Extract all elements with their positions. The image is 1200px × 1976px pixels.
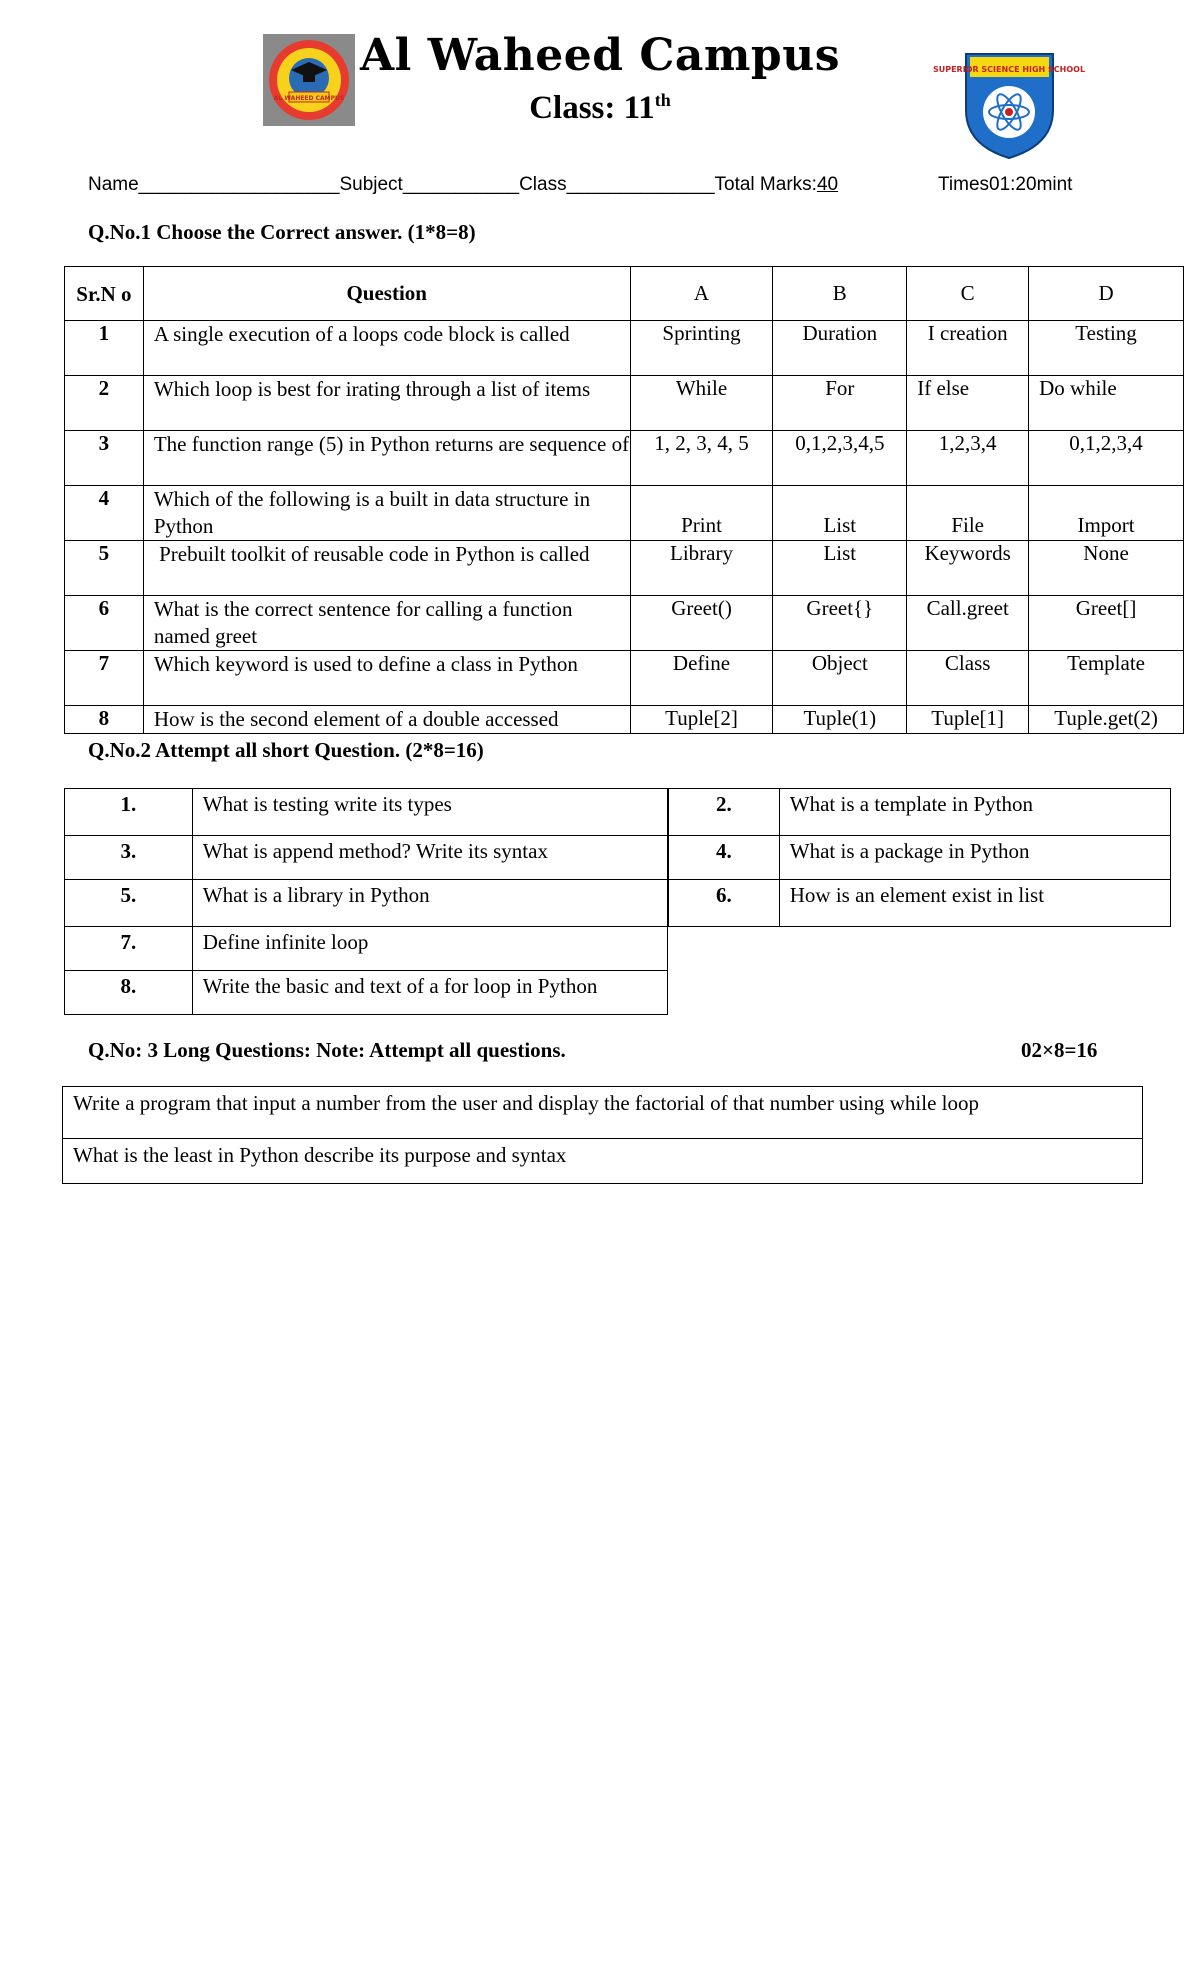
option-d: Tuple.get(2) — [1029, 706, 1184, 734]
header-c: C — [907, 267, 1029, 321]
item-text: Define infinite loop — [192, 927, 667, 971]
question-text: Which loop is best for irating through a list of items — [143, 376, 630, 431]
row-number: 7 — [65, 651, 144, 706]
student-info-line — [88, 174, 838, 196]
list-item — [63, 1139, 1143, 1184]
header-d: D — [1029, 267, 1184, 321]
table-row — [65, 541, 1184, 596]
option-b: 0,1,2,3,4,5 — [773, 431, 907, 486]
name-field: Name___________________ — [88, 174, 340, 195]
question-text: Which of the following is a built in data structure in Python — [143, 486, 630, 541]
school-name: Al Waheed Campus — [360, 30, 840, 81]
total-marks-label: Total Marks: — [714, 174, 817, 195]
table-row — [65, 596, 1184, 651]
option-d: Greet[] — [1029, 596, 1184, 651]
table-row — [65, 376, 1184, 431]
list-item — [63, 1087, 1143, 1139]
option-a: Sprinting — [630, 321, 773, 376]
table-row — [65, 486, 1184, 541]
option-c: I creation — [907, 321, 1029, 376]
option-a: Library — [630, 541, 773, 596]
option-b: For — [773, 376, 907, 431]
item-text: What is a library in Python — [192, 880, 667, 927]
option-c: Class — [907, 651, 1029, 706]
item-number: 7. — [65, 927, 193, 971]
header-a: A — [630, 267, 773, 321]
table-row — [65, 431, 1184, 486]
list-item — [65, 880, 668, 927]
item-number: 5. — [65, 880, 193, 927]
row-number: 3 — [65, 431, 144, 486]
total-marks-value: 40 — [816, 174, 839, 195]
q3-heading: Q.No: 3 Long Questions: Note: Attempt all questions. — [88, 1038, 566, 1062]
question-text: The function range (5) in Python returns are sequence of — [143, 431, 630, 486]
option-d: Testing — [1029, 321, 1184, 376]
option-c: If else — [907, 376, 1029, 431]
table-row — [65, 706, 1184, 734]
long-question-text: Write a program that input a number from the user and display the factorial of that number using while loop — [63, 1087, 1143, 1139]
row-number: 2 — [65, 376, 144, 431]
option-d: Do while — [1029, 376, 1184, 431]
header-b: B — [773, 267, 907, 321]
option-b: Object — [773, 651, 907, 706]
list-item — [669, 836, 1171, 880]
table-row — [65, 321, 1184, 376]
question-text: Which keyword is used to define a class in Python — [143, 651, 630, 706]
list-item — [669, 880, 1171, 927]
question-text: A single execution of a loops code block is called — [143, 321, 630, 376]
list-item — [669, 789, 1171, 836]
item-number: 2. — [669, 789, 780, 836]
q1-heading: Q.No.1 Choose the Correct answer. (1*8=8) — [88, 220, 476, 244]
item-text: Write the basic and text of a for loop in Python — [192, 971, 667, 1015]
q2-heading: Q.No.2 Attempt all short Question. (2*8=16) — [88, 738, 484, 762]
table-row — [65, 651, 1184, 706]
class-field: Class______________ — [519, 174, 715, 195]
class-suffix: th — [654, 90, 671, 110]
item-text: What is append method? Write its syntax — [192, 836, 667, 880]
item-number: 6. — [669, 880, 780, 927]
option-b: List — [773, 541, 907, 596]
item-text: What is a package in Python — [779, 836, 1170, 880]
option-d: Import — [1029, 486, 1184, 541]
option-c: 1,2,3,4 — [907, 431, 1029, 486]
item-number: 4. — [669, 836, 780, 880]
option-d: Template — [1029, 651, 1184, 706]
item-number: 1. — [65, 789, 193, 836]
option-b: Duration — [773, 321, 907, 376]
question-text: What is the correct sentence for calling a function named greet — [143, 596, 630, 651]
option-a: Tuple[2] — [630, 706, 773, 734]
item-text: What is a template in Python — [779, 789, 1170, 836]
mcq-table — [64, 266, 1184, 734]
list-item — [65, 789, 668, 836]
header-srno: Sr.N o — [65, 267, 144, 321]
row-number: 6 — [65, 596, 144, 651]
item-text: How is an element exist in list — [779, 880, 1170, 927]
subject-field: Subject___________ — [339, 174, 520, 195]
option-d: None — [1029, 541, 1184, 596]
short-questions-right — [668, 788, 1171, 927]
item-text: What is testing write its types — [192, 789, 667, 836]
option-a: Print — [630, 486, 773, 541]
row-number: 8 — [65, 706, 144, 734]
long-questions-table — [62, 1086, 1143, 1184]
mcq-header-row — [65, 267, 1184, 321]
item-number: 8. — [65, 971, 193, 1015]
item-number: 3. — [65, 836, 193, 880]
option-c: File — [907, 486, 1029, 541]
row-number: 1 — [65, 321, 144, 376]
long-question-text: What is the least in Python describe its purpose and syntax — [63, 1139, 1143, 1184]
option-c: Call.greet — [907, 596, 1029, 651]
option-a: Greet() — [630, 596, 773, 651]
option-b: List — [773, 486, 907, 541]
time-field: Times01:20mint — [938, 174, 1073, 195]
logo-right-text: SUPERIOR SCIENCE HIGH SCHOOL — [932, 65, 1086, 74]
option-b: Greet{} — [773, 596, 907, 651]
class-label: Class: 11 — [529, 90, 655, 126]
option-d: 0,1,2,3,4 — [1029, 431, 1184, 486]
list-item — [65, 836, 668, 880]
list-item — [65, 927, 668, 971]
school-logo-right — [932, 50, 1086, 160]
question-text: Prebuilt toolkit of reusable code in Python is called — [143, 541, 630, 596]
option-a: 1, 2, 3, 4, 5 — [630, 431, 773, 486]
short-questions-left — [64, 788, 668, 1015]
row-number: 4 — [65, 486, 144, 541]
logo-left-text: AL WAHEED CAMPUS — [273, 95, 345, 102]
option-c: Tuple[1] — [907, 706, 1029, 734]
option-a: Define — [630, 651, 773, 706]
option-a: While — [630, 376, 773, 431]
class-title — [450, 90, 750, 127]
q3-marks: 02×8=16 — [1021, 1038, 1098, 1062]
header-question: Question — [143, 267, 630, 321]
list-item — [65, 971, 668, 1015]
option-b: Tuple(1) — [773, 706, 907, 734]
option-c: Keywords — [907, 541, 1029, 596]
question-text: How is the second element of a double accessed — [143, 706, 630, 734]
row-number: 5 — [65, 541, 144, 596]
